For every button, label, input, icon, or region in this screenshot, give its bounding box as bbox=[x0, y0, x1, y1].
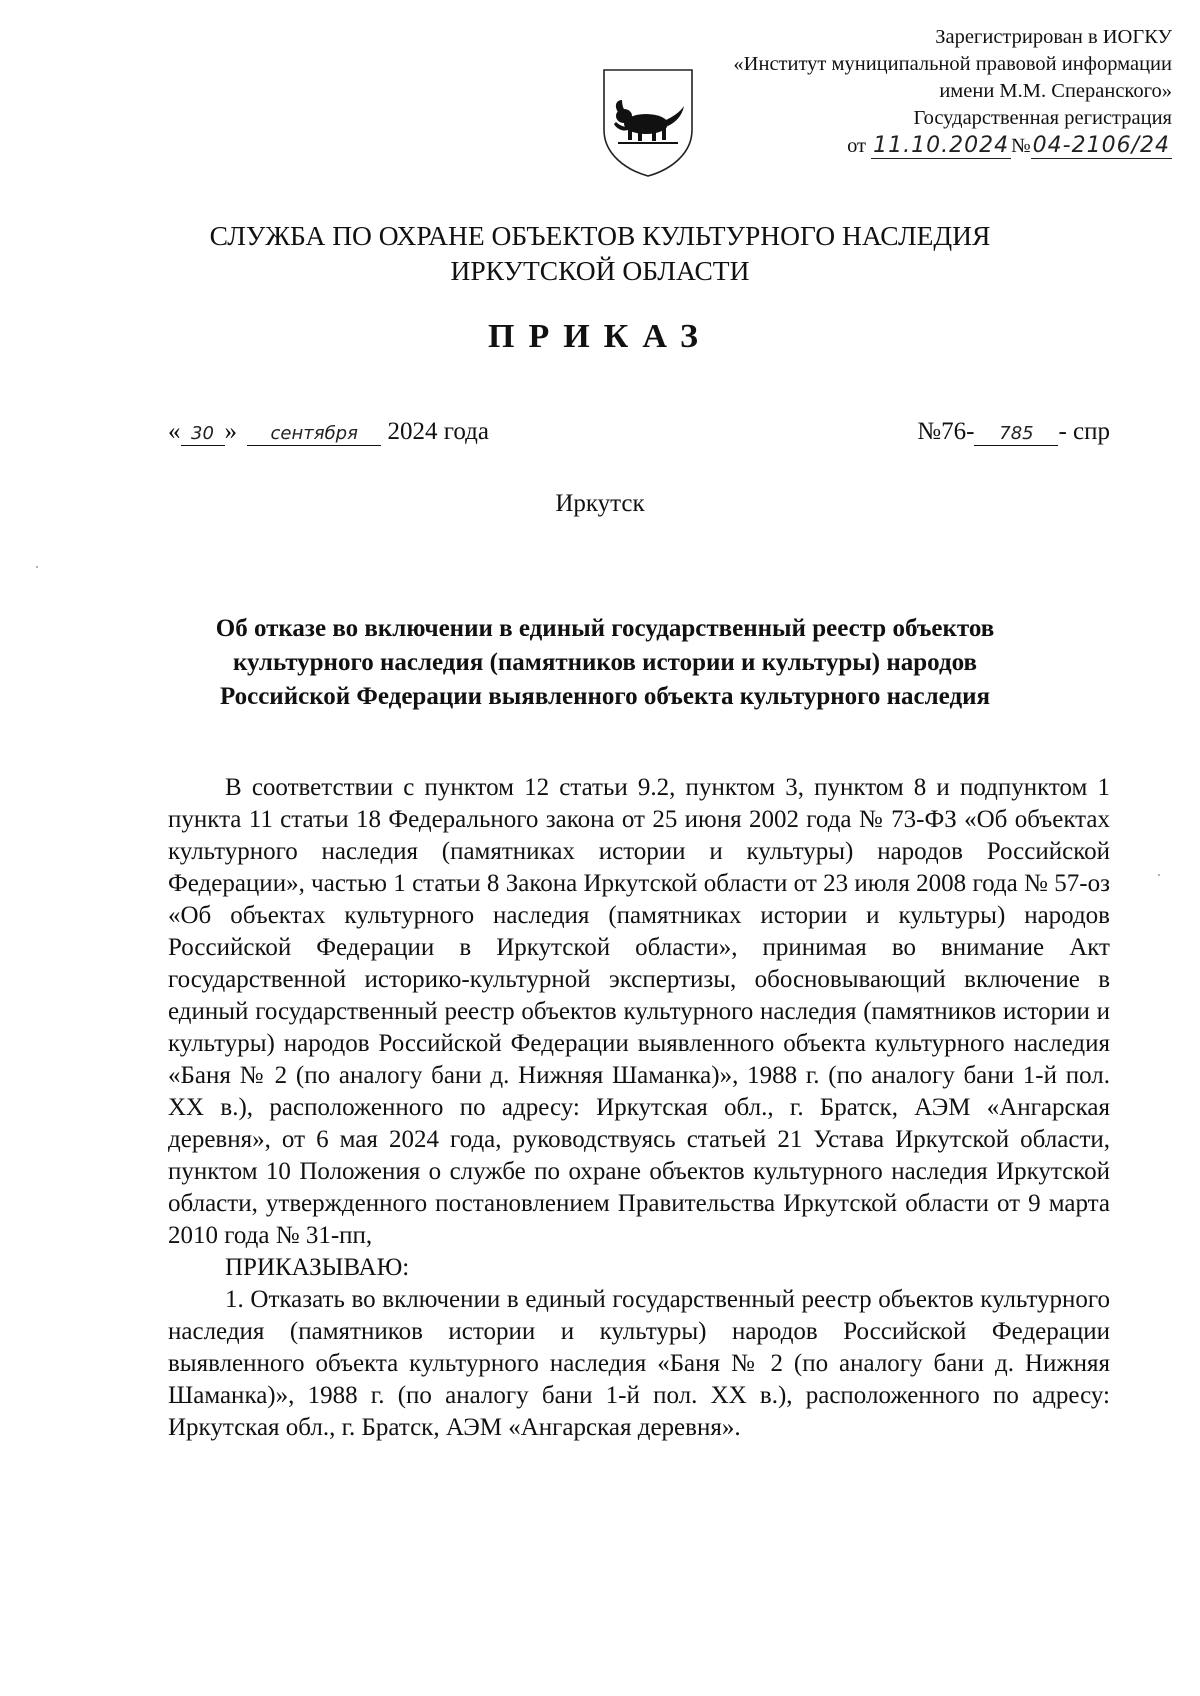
organization-name bbox=[0, 218, 1200, 288]
registration-line-4: Государственная регистрация bbox=[913, 107, 1172, 129]
order-title-line-2: культурного наследия (памятников истории и культуры) народов bbox=[232, 649, 977, 676]
registration-line-1: Зарегистрирован в ИОГКУ bbox=[935, 26, 1172, 48]
registration-from-prefix: от bbox=[847, 135, 867, 157]
order-item-1: 1. Отказать во включении в единый государственный реестр объектов культурного наследия (памятников истории и культуры) народов Российской Федерации выявленного объекта культурного наследия «Баня № 2 (по аналогу бани д. Нижняя Шаманка)», 1988 г. (по аналогу бани 1-й пол. XX в.), расположенного по адресу: Иркутская обл., г. Братск, АЭМ «Ангарская деревня». bbox=[168, 1286, 1110, 1441]
order-title-line-3: Российской Федерации выявленного объекта культурного наследия bbox=[219, 683, 991, 710]
registration-stamp bbox=[652, 24, 1172, 160]
order-date bbox=[168, 418, 489, 446]
order-word: ПРИКАЗЫВАЮ: bbox=[225, 1254, 410, 1281]
scan-speck bbox=[1158, 874, 1160, 876]
registration-number-prefix: № bbox=[1011, 135, 1031, 157]
organization-name-line-2: ИРКУТСКОЙ ОБЛАСТИ bbox=[450, 255, 750, 286]
preamble-paragraph: В соответствии с пунктом 12 статьи 9.2, пунктом 3, пунктом 8 и подпунктом 1 пункта 11 статьи 18 Федерального закона от 25 июня 2002 года № 73-ФЗ «Об объектах культурного наследия (памятниках истории и культуры) народов Российской Федерации», частью 1 статьи 8 Закона Иркутской области от 23 июля 2008 года № 57-оз «Об объектах культурного наследия (памятниках истории и культуры) народов Российской Федерации в Иркутской области», принимая во внимание Акт государственной историко-культурной экспертизы, обосновывающий включение в единый государственный реестр объектов культурного наследия (памятников истории и культуры) народов Российской Федерации выявленного объекта культурного наследия «Баня № 2 (по аналогу бани д. Нижняя Шаманка)», 1988 г. (по аналогу бани 1-й пол. XX в.), расположенного по адресу: Иркутская обл., г. Братск, АЭМ «Ангарская деревня», от 6 мая 2024 года, руководствуясь статьей 21 Устава Иркутской области, пунктом 10 Положения о службе по охране объектов культурного наследия Иркутской области, утвержденного постановлением Правительства Иркутской области от 9 марта 2010 года № 31-пп, bbox=[168, 774, 1110, 1249]
registration-number-handwritten: 04-2106/24 bbox=[1032, 133, 1170, 158]
date-month-handwritten: сентября bbox=[247, 423, 381, 446]
registration-line-3: имени М.М. Сперанского» bbox=[939, 80, 1172, 102]
registration-date-number bbox=[652, 132, 1172, 160]
registration-line-2: «Институт муниципальной правовой информации bbox=[733, 53, 1172, 75]
order-number bbox=[917, 418, 1110, 446]
city: Иркутск bbox=[555, 490, 645, 517]
number-prefix: №76- bbox=[917, 418, 975, 445]
date-open-quote: « bbox=[168, 418, 181, 445]
scan-speck bbox=[36, 566, 38, 568]
date-day-handwritten: 30 bbox=[181, 423, 225, 446]
number-suffix: - спр bbox=[1058, 418, 1110, 445]
date-year-text: 2024 года bbox=[387, 418, 489, 445]
date-close-quote: » bbox=[224, 418, 237, 445]
number-handwritten: 785 bbox=[974, 423, 1058, 446]
organization-name-line-1: СЛУЖБА ПО ОХРАНЕ ОБЪЕКТОВ КУЛЬТУРНОГО НАСЛЕДИЯ bbox=[209, 220, 991, 251]
order-body bbox=[168, 772, 1110, 1444]
order-title bbox=[150, 612, 1060, 714]
irkutsk-coat-of-arms-icon bbox=[600, 66, 696, 178]
registration-date-handwritten: 11.10.2024 bbox=[873, 133, 1010, 158]
document-type: ПРИКАЗ bbox=[488, 318, 712, 355]
order-title-line-1: Об отказе во включении в единый государственный реестр объектов bbox=[215, 615, 995, 642]
